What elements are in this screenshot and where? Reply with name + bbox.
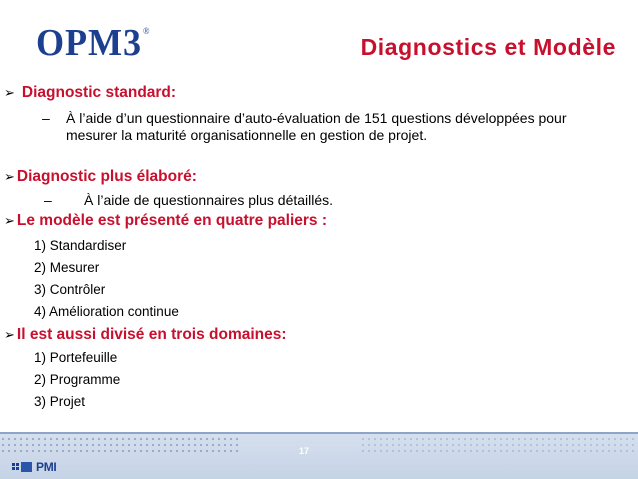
arrow-bullet-icon: ➢	[4, 327, 15, 342]
footer-dot-pattern	[360, 436, 638, 456]
list-item-domaine: 3) Projet	[34, 394, 86, 409]
dash-bullet-icon: –	[42, 110, 50, 126]
dash-bullet-icon: –	[44, 192, 52, 208]
arrow-bullet-icon: ➢	[4, 85, 15, 100]
page-number: 17	[298, 446, 309, 456]
list-item-palier: 2) Mesurer	[34, 260, 100, 275]
opm3-logo: OPM3®	[36, 22, 151, 64]
pmi-mark-icon	[12, 461, 34, 473]
bullet-modele-paliers: ➢ Le modèle est présenté en quatre paliers :	[4, 212, 328, 229]
list-item-domaine: 1) Portefeuille	[34, 350, 118, 365]
bullet-trois-domaines: ➢ Il est aussi divisé en trois domaines:	[4, 326, 287, 343]
bullet-diagnostic-elabore: ➢ Diagnostic plus élaboré:	[4, 168, 197, 185]
pmi-logo: PMI	[12, 460, 56, 474]
list-item-palier: 4) Amélioration continue	[34, 304, 179, 319]
sub-bullet-standard: – À l’aide d’un questionnaire d’auto-évaluation de 151 questions développées pour mesurer la maturité organisationnelle en gestion de projet.	[42, 110, 567, 143]
footer-dot-pattern	[0, 436, 240, 456]
bullet-diagnostic-standard: ➢ Diagnostic standard:	[4, 84, 177, 101]
slide-title: Diagnostics et Modèle	[360, 34, 616, 60]
footer-divider	[0, 432, 638, 434]
list-item-palier: 3) Contrôler	[34, 282, 106, 297]
arrow-bullet-icon: ➢	[4, 169, 15, 184]
list-item-domaine: 2) Programme	[34, 372, 121, 387]
arrow-bullet-icon: ➢	[4, 213, 15, 228]
sub-bullet-elabore: – À l’aide de questionnaires plus détaillés.	[44, 192, 334, 208]
list-item-palier: 1) Standardiser	[34, 238, 127, 253]
